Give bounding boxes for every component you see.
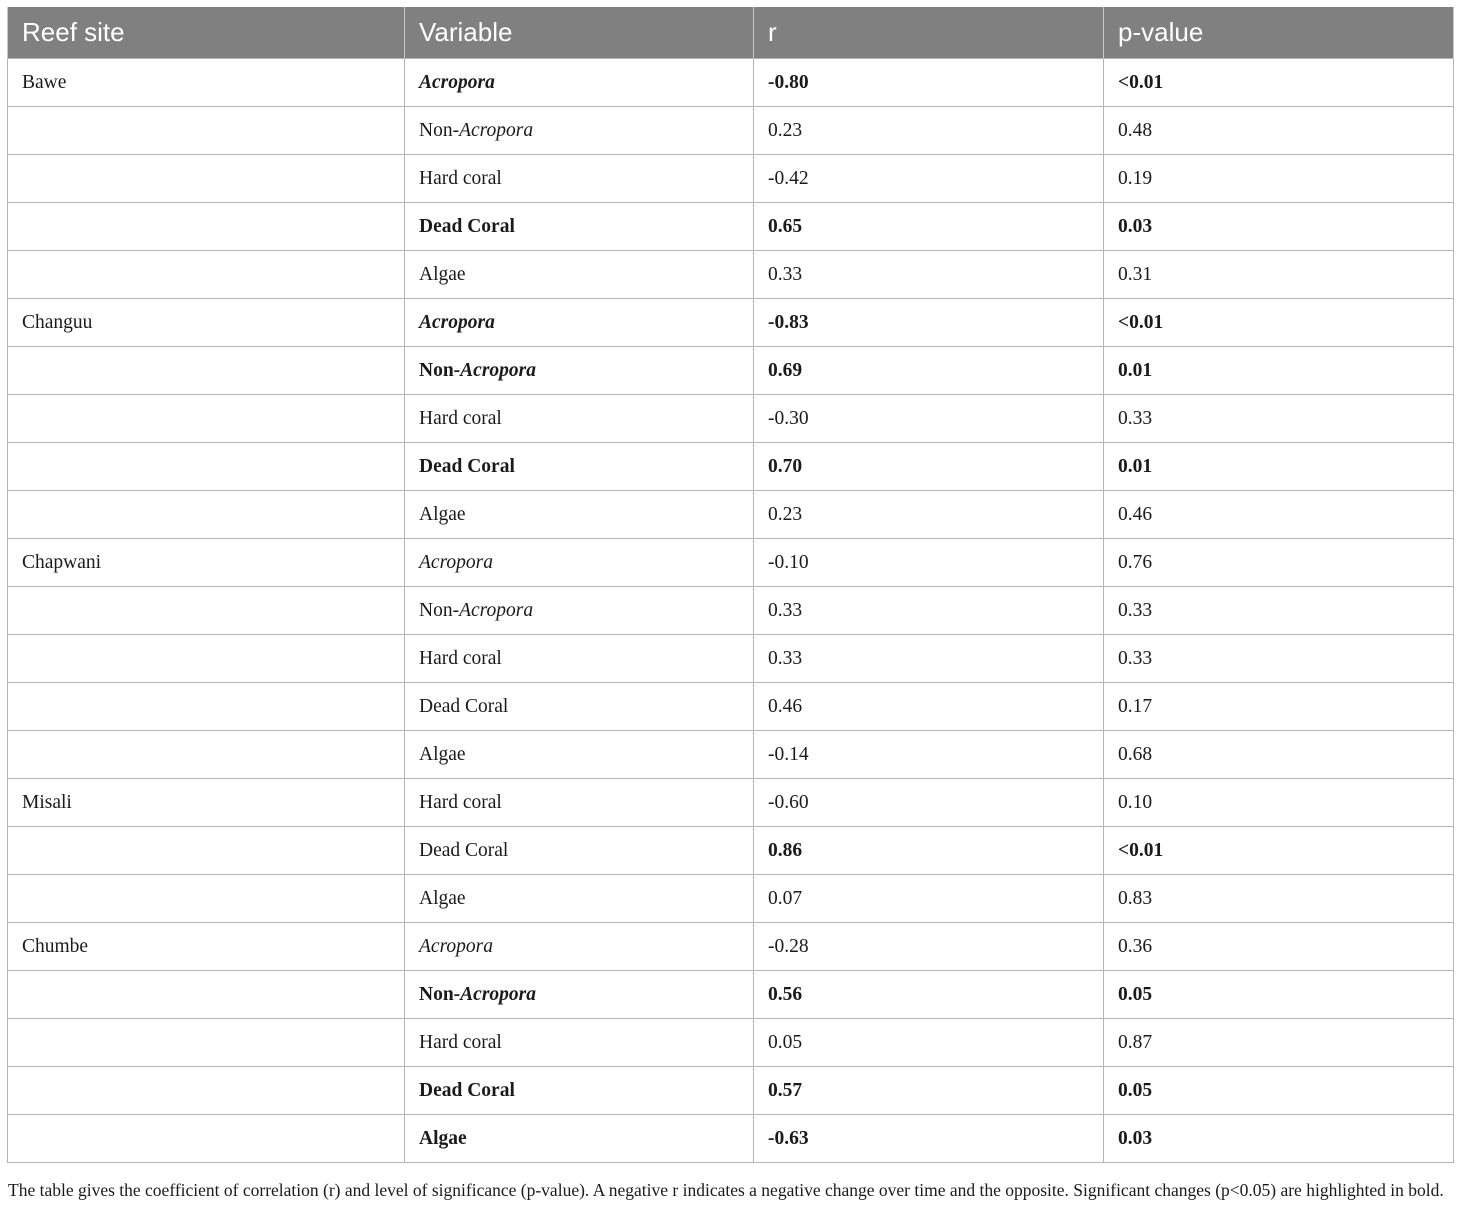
variable-taxon-italic: Acropora xyxy=(460,983,537,1005)
variable-cell xyxy=(405,779,754,827)
reef-site-cell xyxy=(8,587,405,635)
variable-cell xyxy=(405,635,754,683)
variable-taxon-italic: Acropora xyxy=(459,599,534,621)
r-value-cell: 0.69 xyxy=(754,347,1104,395)
table-row xyxy=(8,299,1454,347)
variable-label: Algae xyxy=(419,887,466,909)
header-p-value: p-value xyxy=(1104,7,1454,59)
r-value-cell: -0.10 xyxy=(754,539,1104,587)
variable-label: Non- xyxy=(419,359,461,381)
r-value-cell: -0.83 xyxy=(754,299,1104,347)
p-value-cell: <0.01 xyxy=(1104,827,1454,875)
r-value-cell: 0.46 xyxy=(754,683,1104,731)
p-value-cell: 0.03 xyxy=(1104,1115,1454,1163)
r-value-cell: -0.42 xyxy=(754,155,1104,203)
p-value-cell: 0.46 xyxy=(1104,491,1454,539)
variable-label: Non- xyxy=(419,983,461,1005)
variable-cell xyxy=(405,923,754,971)
r-value-cell: 0.65 xyxy=(754,203,1104,251)
r-value-cell: 0.56 xyxy=(754,971,1104,1019)
p-value-cell: 0.19 xyxy=(1104,155,1454,203)
table-row xyxy=(8,155,1454,203)
variable-label: Dead Coral xyxy=(419,1079,515,1101)
reef-site-cell xyxy=(8,635,405,683)
table-row xyxy=(8,1019,1454,1067)
table-row xyxy=(8,923,1454,971)
table-row xyxy=(8,347,1454,395)
p-value-cell: 0.83 xyxy=(1104,875,1454,923)
reef-site-cell: Chapwani xyxy=(8,539,405,587)
reef-site-cell xyxy=(8,1115,405,1163)
variable-cell xyxy=(405,491,754,539)
variable-label: Dead Coral xyxy=(419,215,515,237)
variable-cell xyxy=(405,587,754,635)
table-row xyxy=(8,395,1454,443)
variable-label: Algae xyxy=(419,1127,467,1149)
correlation-table xyxy=(7,7,1454,1163)
r-value-cell: 0.86 xyxy=(754,827,1104,875)
p-value-cell: 0.33 xyxy=(1104,587,1454,635)
variable-taxon-italic: Acropora xyxy=(419,71,495,93)
reef-site-cell xyxy=(8,971,405,1019)
r-value-cell: 0.57 xyxy=(754,1067,1104,1115)
p-value-cell: 0.05 xyxy=(1104,971,1454,1019)
variable-cell xyxy=(405,827,754,875)
variable-taxon-italic: Acropora xyxy=(460,359,537,381)
variable-cell xyxy=(405,971,754,1019)
table-row xyxy=(8,251,1454,299)
variable-label: Hard coral xyxy=(419,791,502,813)
reef-site-cell xyxy=(8,491,405,539)
p-value-cell: 0.33 xyxy=(1104,635,1454,683)
p-value-cell: 0.03 xyxy=(1104,203,1454,251)
table-row xyxy=(8,491,1454,539)
reef-site-cell xyxy=(8,251,405,299)
variable-cell xyxy=(405,875,754,923)
variable-cell xyxy=(405,731,754,779)
variable-label: Dead Coral xyxy=(419,455,515,477)
reef-site-cell xyxy=(8,443,405,491)
p-value-cell: <0.01 xyxy=(1104,59,1454,107)
reef-site-cell xyxy=(8,683,405,731)
r-value-cell: 0.33 xyxy=(754,587,1104,635)
variable-label: Algae xyxy=(419,503,466,525)
p-value-cell: 0.33 xyxy=(1104,395,1454,443)
r-value-cell: -0.80 xyxy=(754,59,1104,107)
variable-cell xyxy=(405,683,754,731)
reef-site-cell xyxy=(8,731,405,779)
table-row xyxy=(8,827,1454,875)
table-header-row xyxy=(8,7,1454,59)
table-row xyxy=(8,539,1454,587)
p-value-cell: 0.01 xyxy=(1104,443,1454,491)
table-row xyxy=(8,683,1454,731)
variable-label: Algae xyxy=(419,263,466,285)
table-row xyxy=(8,1067,1454,1115)
table-caption: The table gives the coefficient of correlation (r) and level of significance (p-value). A negative r indicates a negative change over time and the opposite. Significant changes (p<0.05) are highlighted in bold. xyxy=(8,1180,1444,1200)
reef-site-cell xyxy=(8,875,405,923)
table-row xyxy=(8,59,1454,107)
r-value-cell: -0.63 xyxy=(754,1115,1104,1163)
reef-site-cell xyxy=(8,155,405,203)
variable-cell xyxy=(405,1115,754,1163)
variable-label: Dead Coral xyxy=(419,695,509,717)
p-value-cell: 0.05 xyxy=(1104,1067,1454,1115)
variable-cell xyxy=(405,155,754,203)
variable-cell xyxy=(405,59,754,107)
variable-cell xyxy=(405,107,754,155)
p-value-cell: 0.68 xyxy=(1104,731,1454,779)
table-row xyxy=(8,971,1454,1019)
r-value-cell: 0.70 xyxy=(754,443,1104,491)
r-value-cell: 0.05 xyxy=(754,1019,1104,1067)
reef-site-cell xyxy=(8,347,405,395)
variable-cell xyxy=(405,443,754,491)
r-value-cell: 0.23 xyxy=(754,491,1104,539)
p-value-cell: 0.10 xyxy=(1104,779,1454,827)
p-value-cell: 0.48 xyxy=(1104,107,1454,155)
r-value-cell: -0.60 xyxy=(754,779,1104,827)
table-row xyxy=(8,731,1454,779)
variable-label: Dead Coral xyxy=(419,839,509,861)
p-value-cell: 0.76 xyxy=(1104,539,1454,587)
variable-label: Non- xyxy=(419,599,460,621)
variable-label: Non- xyxy=(419,119,460,141)
p-value-cell: <0.01 xyxy=(1104,299,1454,347)
variable-cell xyxy=(405,1067,754,1115)
variable-cell xyxy=(405,539,754,587)
reef-site-cell xyxy=(8,1067,405,1115)
table-row xyxy=(8,635,1454,683)
table-row xyxy=(8,875,1454,923)
table-row xyxy=(8,107,1454,155)
variable-label: Hard coral xyxy=(419,407,502,429)
reef-site-cell xyxy=(8,1019,405,1067)
table-row xyxy=(8,443,1454,491)
r-value-cell: 0.07 xyxy=(754,875,1104,923)
header-reef-site: Reef site xyxy=(8,7,405,59)
variable-taxon-italic: Acropora xyxy=(419,311,495,333)
table-row xyxy=(8,587,1454,635)
variable-label: Hard coral xyxy=(419,167,502,189)
p-value-cell: 0.87 xyxy=(1104,1019,1454,1067)
reef-site-cell: Changuu xyxy=(8,299,405,347)
header-r: r xyxy=(754,7,1104,59)
table-row xyxy=(8,203,1454,251)
variable-cell xyxy=(405,347,754,395)
r-value-cell: -0.28 xyxy=(754,923,1104,971)
p-value-cell: 0.31 xyxy=(1104,251,1454,299)
variable-cell xyxy=(405,251,754,299)
variable-taxon-italic: Acropora xyxy=(459,119,534,141)
variable-cell xyxy=(405,395,754,443)
reef-site-cell: Misali xyxy=(8,779,405,827)
r-value-cell: -0.14 xyxy=(754,731,1104,779)
reef-site-cell xyxy=(8,395,405,443)
variable-label: Hard coral xyxy=(419,1031,502,1053)
variable-cell xyxy=(405,203,754,251)
r-value-cell: 0.23 xyxy=(754,107,1104,155)
variable-cell xyxy=(405,1019,754,1067)
p-value-cell: 0.17 xyxy=(1104,683,1454,731)
variable-label: Hard coral xyxy=(419,647,502,669)
reef-site-cell: Bawe xyxy=(8,59,405,107)
p-value-cell: 0.36 xyxy=(1104,923,1454,971)
reef-site-cell: Chumbe xyxy=(8,923,405,971)
r-value-cell: 0.33 xyxy=(754,635,1104,683)
table-body xyxy=(8,59,1454,1163)
header-variable: Variable xyxy=(405,7,754,59)
variable-taxon-italic: Acropora xyxy=(419,935,494,957)
p-value-cell: 0.01 xyxy=(1104,347,1454,395)
r-value-cell: -0.30 xyxy=(754,395,1104,443)
reef-site-cell xyxy=(8,203,405,251)
reef-site-cell xyxy=(8,827,405,875)
variable-taxon-italic: Acropora xyxy=(419,551,494,573)
variable-label: Algae xyxy=(419,743,466,765)
r-value-cell: 0.33 xyxy=(754,251,1104,299)
reef-site-cell xyxy=(8,107,405,155)
table-row xyxy=(8,1115,1454,1163)
table-row xyxy=(8,779,1454,827)
variable-cell xyxy=(405,299,754,347)
